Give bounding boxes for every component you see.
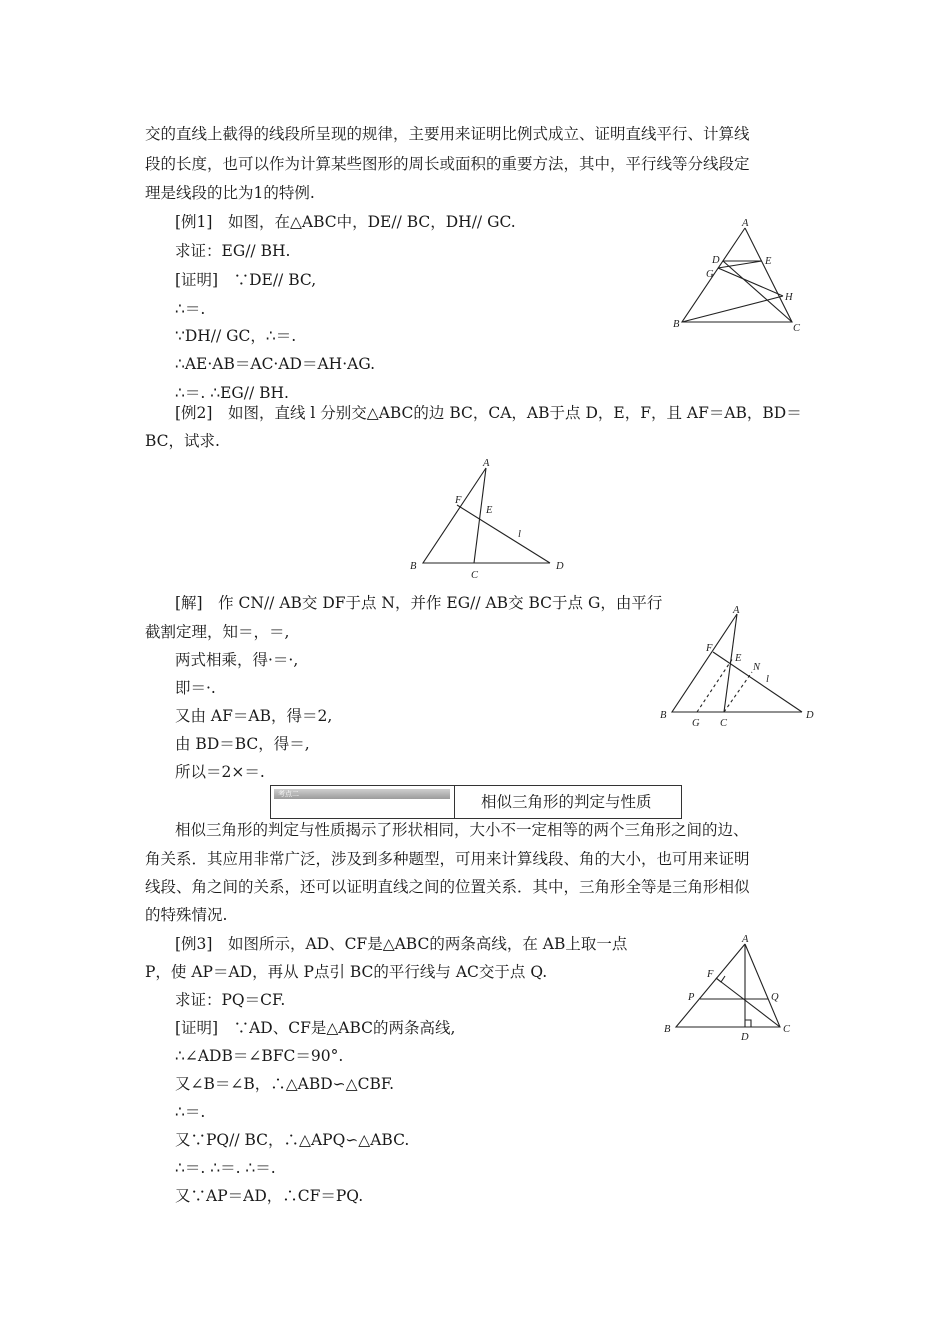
example2-figure <box>405 455 575 583</box>
fig1-label-C: C <box>793 323 801 334</box>
fig2-label-C: C <box>471 570 479 581</box>
fig3-label-N: N <box>753 662 761 673</box>
solution2-line: [解] 作 CN// AB交 DF于点 N，并作 EG// AB交 BC于点 G，由平行 <box>175 594 663 612</box>
fig2-label-B: B <box>410 561 417 572</box>
fig4-label-C: C <box>783 1024 791 1035</box>
fig4-label-F: F <box>707 969 714 980</box>
section-text-line-3: 线段、角之间的关系，还可以证明直线之间的位置关系．其中，三角形全等是三角形相似 <box>145 878 750 896</box>
fig4-label-D: D <box>741 1032 749 1043</box>
fig1-label-D: D <box>712 255 720 266</box>
solution2-figure <box>652 600 822 730</box>
solution2-line: 截割定理，知＝，＝, <box>145 623 290 641</box>
example2-line-1: [例2] 如图，直线 l 分别交△ABC的边 BC，CA，AB于点 D，E，F，且 AF＝AB，BD＝ <box>175 404 802 422</box>
fig4-label-A: A <box>742 934 749 945</box>
fig3-label-F: F <box>706 643 713 654</box>
example3-proof-line: ∴＝. ∴＝. ∴＝. <box>175 1159 276 1177</box>
example1-proof-line: [证明] ∵DE// BC, <box>175 271 317 289</box>
fig3-label-B: B <box>660 710 667 721</box>
example3-proof-line: 又∵AP＝AD，∴CF＝PQ. <box>175 1187 364 1205</box>
solution2-line: 由 BD＝BC，得＝, <box>175 735 310 753</box>
intro-line-2: 段的长度，也可以作为计算某些图形的周长或面积的重要方法，其中，平行线等分线段定 <box>145 155 750 173</box>
fig3-label-E: E <box>735 653 742 664</box>
example1-statement: [例1] 如图，在△ABC中，DE// BC，DH// GC. <box>175 213 516 231</box>
example1-proof-line: ∴＝. <box>175 300 206 318</box>
fig4-label-Q: Q <box>771 992 779 1003</box>
solution2-line: 即＝·. <box>175 679 216 697</box>
example3-proof-line: 又∠B＝∠B，∴△ABD∽△CBF. <box>175 1075 395 1093</box>
example3-proof-line: 又∵PQ// BC，∴△APQ∽△ABC. <box>175 1131 410 1149</box>
fig1-label-H: H <box>785 292 793 303</box>
example1-figure <box>670 215 810 337</box>
fig4-label-B: B <box>664 1024 671 1035</box>
fig1-label-G: G <box>706 269 714 280</box>
fig2-label-F: F <box>455 495 462 506</box>
fig3-label-A: A <box>733 605 740 616</box>
fig2-label-A: A <box>483 458 490 469</box>
section-text-line-4: 的特殊情况. <box>145 906 228 924</box>
fig3-label-C: C <box>720 718 728 729</box>
fig2-label-E: E <box>486 505 493 516</box>
fig3-label-D: D <box>806 710 814 721</box>
fig1-label-B: B <box>673 319 680 330</box>
example3-line-2: P，使 AP＝AD，再从 P点引 BC的平行线与 AC交于点 Q. <box>145 963 548 981</box>
solution2-line: 所以＝2×＝. <box>175 763 265 781</box>
section-title: 相似三角形的判定与性质 <box>481 793 652 811</box>
section-tag: 考点二 <box>274 789 450 799</box>
fig3-label-G: G <box>692 718 700 729</box>
section-divider <box>454 786 455 818</box>
example1-proof-line: ∴＝. ∴EG// BH. <box>175 384 289 402</box>
example3-figure <box>660 930 805 1045</box>
example3-proof-line: ∴∠ADB＝∠BFC＝90°. <box>175 1047 344 1065</box>
section-header <box>270 785 682 819</box>
fig2-label-l: l <box>518 529 521 540</box>
intro-line-1: 交的直线上截得的线段所呈现的规律，主要用来证明比例式成立、证明直线平行、计算线 <box>145 125 750 143</box>
example3-prove: 求证：PQ＝CF. <box>175 991 286 1009</box>
fig2-label-D: D <box>556 561 564 572</box>
example3-line-1: [例3] 如图所示，AD、CF是△ABC的两条高线，在 AB上取一点 <box>175 935 628 953</box>
section-text-line-2: 角关系．其应用非常广泛，涉及到多种题型，可用来计算线段、角的大小，也可用来证明 <box>145 850 750 868</box>
example2-line-2: BC，试求. <box>145 432 220 450</box>
example1-proof-line: ∴AE·AB＝AC·AD＝AH·AG. <box>175 355 376 373</box>
solution2-line: 又由 AF＝AB，得＝2, <box>175 707 333 725</box>
fig3-label-l: l <box>766 674 769 685</box>
fig1-label-A: A <box>742 218 749 229</box>
example1-prove: 求证：EG// BH. <box>175 242 291 260</box>
intro-line-3: 理是线段的比为1的特例. <box>145 184 315 202</box>
fig4-label-P: P <box>688 992 695 1003</box>
example3-proof-line: ∴＝. <box>175 1103 206 1121</box>
fig1-label-E: E <box>765 256 772 267</box>
section-text-line-1: 相似三角形的判定与性质揭示了形状相同，大小不一定相等的两个三角形之间的边、 <box>175 821 749 839</box>
example1-proof-line: ∵DH// GC，∴＝. <box>175 327 297 345</box>
solution2-line: 两式相乘，得·＝·, <box>175 651 299 669</box>
example3-proof-line: [证明] ∵AD、CF是△ABC的两条高线, <box>175 1019 456 1037</box>
